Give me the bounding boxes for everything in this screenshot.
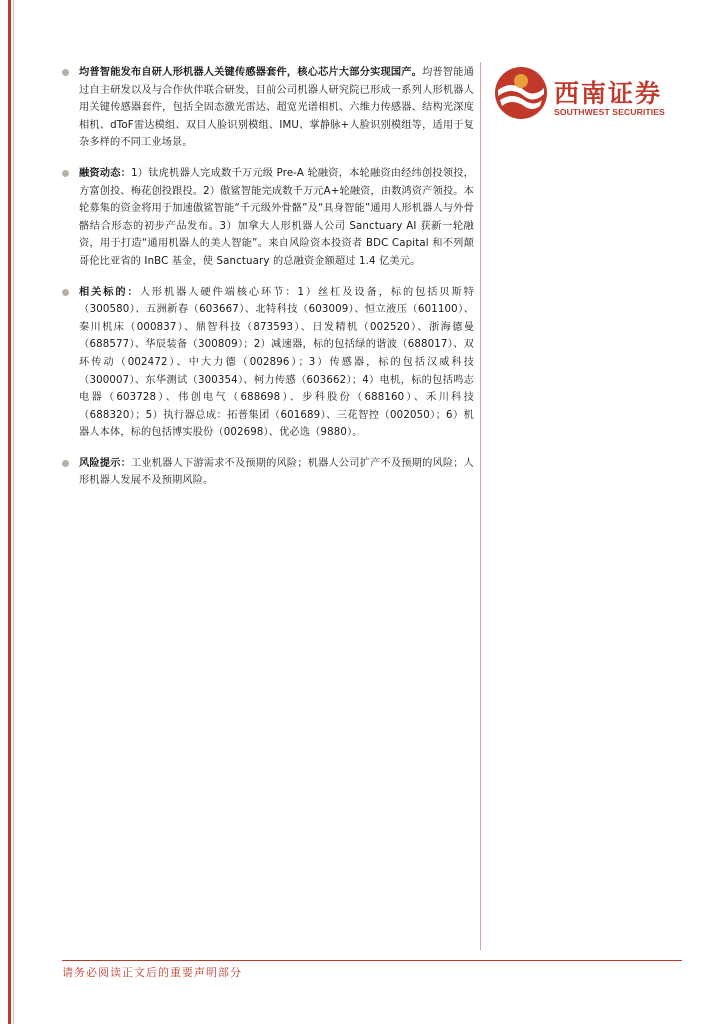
left-accent-bar (8, 0, 11, 1024)
bullet-dot-icon (62, 170, 69, 177)
bullet-lead: 风险提示： (79, 457, 131, 469)
bullet-body: 均普智能通过自主研发以及与合作伙伴联合研发，目前公司机器人研究院已形成一系列人形机器人用关键传感器套件，包括全固态激光雷达、超宽光谱相机、六维力传感器、结构光深度相机、dToF雷达模组、双目人脸识别模组、IMU、掌静脉+人脸识别模组等，适用于复杂多样的不同工业场景。 (79, 67, 475, 149)
logo-name-en: SOUTHWEST SECURITIES (554, 107, 665, 117)
bullet-dot-icon (62, 460, 69, 467)
left-accent-line (13, 0, 14, 1024)
company-logo (494, 66, 684, 122)
bullet-dot-icon (62, 289, 69, 296)
bullet-lead: 融资动态： (79, 167, 132, 179)
logo-emblem-icon (494, 66, 548, 120)
bullet-item-financing (62, 165, 474, 271)
bullet-item-sensor-kit (62, 64, 474, 152)
column-divider (480, 62, 481, 950)
bullet-item-risk (62, 455, 474, 490)
footer-disclaimer-note: 请务必阅读正文后的重要声明部分 (62, 966, 242, 979)
bullet-body: 人形机器人硬件端核心环节：1）丝杠及设备，标的包括贝斯特（300580）、五洲新春（603667）、北特科技（603009）、恒立液压（601100）、秦川机床（000837）、鼎智科技（873593）、日发精机（002520）、浙海德曼（688577）、华辰装备（300809）；2）减速器，标的包括绿的谐波（688017）、双环传动（002472）、中大力德（002896）；3）传感器，标的包括汉威科技（300007）、东华测试（300354）、柯力传感（603662）；4）电机，标的包括鸣志电器（603728）、伟创电气（688698）、步科股份（688160）、禾川科技（688320）；5）执行器总成：拓普集团（601689）、三花智控（002050）；6）机器人本体，标的包括博实股份（002698）、优必选（9880）。 (79, 286, 474, 439)
bullet-lead: 均普智能发布自研人形机器人关键传感器套件，核心芯片大部分实现国产。 (79, 67, 423, 78)
footer-rule (62, 960, 682, 961)
bullet-body: 1）钛虎机器人完成数千万元级 Pre-A 轮融资，本轮融资由经纬创投领投，方富创投、梅花创投跟投。2）傲鲨智能完成数千万元A+轮融资，由数鸿资产领投。本轮募集的资金将用于加速傲鲨智能“千元级外骨骼”及“具身智能”通用人形机器人与外骨骼结合形态的初步产品发布。3）加拿大人形机器人公司 Sanctuary AI 获新一轮融资，用于打造“通用机器人的美人智能”。来自风险资本投资者 BDC Capital 和不列颠哥伦比亚省的 InBC 基金，使 Sanctuary 的总融资金额超过 1.4 亿美元。 (79, 167, 475, 267)
bullet-body: 工业机器人下游需求不及预期的风险；机器人公司扩产不及预期的风险；人形机器人发展不及预期风险。 (79, 457, 474, 487)
bullet-dot-icon (62, 69, 69, 76)
bullet-lead: 相关标的： (79, 286, 140, 298)
bullet-item-related-stocks (62, 284, 474, 442)
logo-name-cn: 西南证券 (554, 79, 663, 108)
bullet-list (62, 64, 474, 503)
